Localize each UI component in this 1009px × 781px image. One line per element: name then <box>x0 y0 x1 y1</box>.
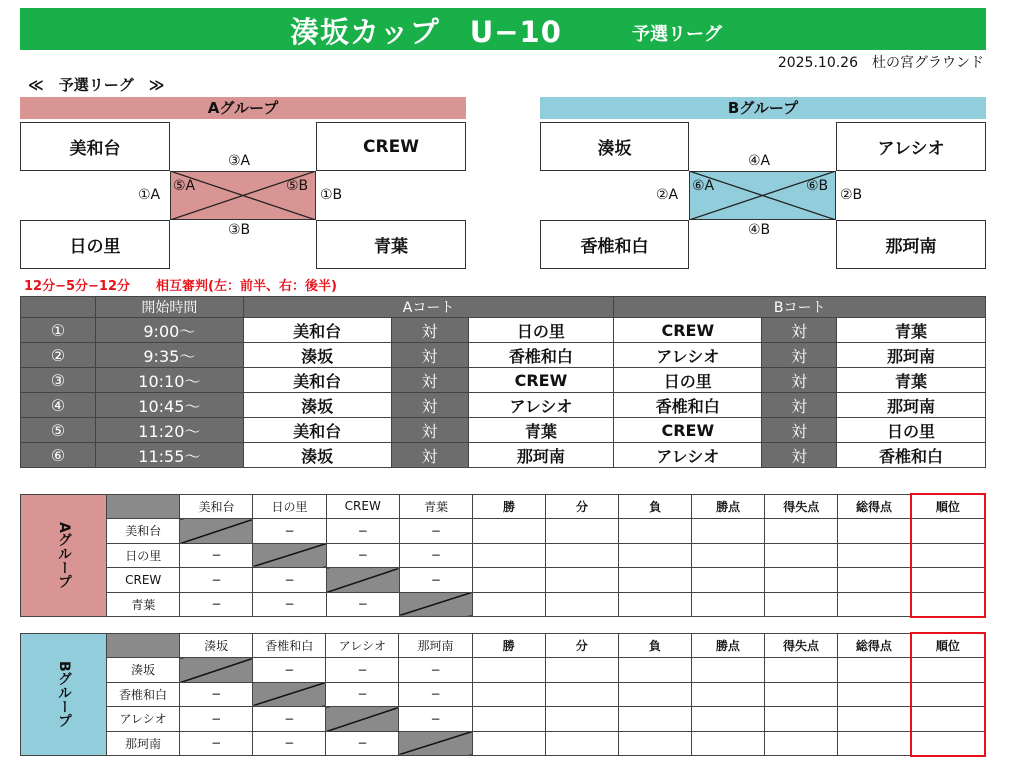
standings-row <box>21 519 986 544</box>
standings-dash-cell: − <box>253 707 326 732</box>
standings-dash-cell: − <box>399 658 472 683</box>
standings-diagonal-cell <box>180 519 253 544</box>
group-a-team-1: 美和台 <box>20 122 170 171</box>
standings-group-text: Bグループ <box>56 660 72 728</box>
standings-row-team: アレシオ <box>107 707 180 732</box>
court-a-home: 湊坂 <box>243 443 391 468</box>
court-a-away: 日の里 <box>468 318 614 343</box>
standings-stat-cell <box>619 592 692 617</box>
schedule-row <box>21 418 986 443</box>
standings-dash-cell: − <box>399 682 472 707</box>
court-a-vs: 対 <box>391 318 468 343</box>
group-a-label-inner-left: ⑤A <box>173 178 196 194</box>
court-a-home: 美和台 <box>243 318 391 343</box>
standings-col-team: 青葉 <box>399 494 472 519</box>
standings-stat-cell <box>618 682 691 707</box>
standings-group-label <box>21 633 107 756</box>
standings-row-team: 日の里 <box>107 543 180 568</box>
standings-row <box>21 707 986 732</box>
standings-table-a <box>20 493 986 618</box>
court-a-home: 湊坂 <box>243 343 391 368</box>
standings-row <box>21 568 986 593</box>
group-a-label-bottom: ③B <box>228 222 251 238</box>
group-b-title: Bグループ <box>540 97 986 119</box>
standings-stat-cell <box>838 731 911 756</box>
schedule-row <box>21 443 986 468</box>
standings-col-team: 美和台 <box>180 494 253 519</box>
group-b-label-bottom: ④B <box>748 222 771 238</box>
standings-col-points: 勝点 <box>692 494 765 519</box>
schedule-row <box>21 393 986 418</box>
standings-stat-cell <box>764 682 837 707</box>
standings-stat-cell <box>838 658 911 683</box>
start-time: 9:35〜 <box>95 343 243 368</box>
standings-stat-cell <box>838 543 911 568</box>
standings-stat-cell <box>911 658 985 683</box>
standings-stat-cell <box>911 543 985 568</box>
group-a-label-right: ①B <box>320 187 343 203</box>
standings-col-rank: 順位 <box>911 633 985 658</box>
court-b-home: CREW <box>614 418 762 443</box>
standings-stat-cell <box>838 592 911 617</box>
standings-group-text: Aグループ <box>56 521 72 589</box>
court-b-away: 青葉 <box>837 368 986 393</box>
standings-dash-cell: − <box>326 658 399 683</box>
standings-col-rank: 順位 <box>911 494 985 519</box>
standings-diagonal-cell <box>399 731 472 756</box>
standings-dash-cell: − <box>326 543 399 568</box>
standings-group-label <box>21 494 107 617</box>
standings-stat-cell <box>691 682 764 707</box>
court-a-home: 湊坂 <box>243 393 391 418</box>
group-b-label-right: ②B <box>840 187 863 203</box>
standings-dash-cell: − <box>326 731 399 756</box>
standings-diagonal-cell <box>253 682 326 707</box>
standings-col-team: 日の里 <box>253 494 326 519</box>
group-b-label-top: ④A <box>748 153 771 169</box>
title-banner <box>20 8 986 50</box>
standings-dash-cell: − <box>399 543 472 568</box>
standings-col-win: 勝 <box>472 494 545 519</box>
match-number: ② <box>21 343 96 368</box>
standings-col-team: 香椎和白 <box>253 633 326 658</box>
standings-stat-cell <box>472 682 545 707</box>
standings-stat-cell <box>546 592 619 617</box>
group-b-team-3: 香椎和白 <box>540 220 689 269</box>
standings-diagonal-cell <box>180 658 253 683</box>
court-b-vs: 対 <box>762 343 837 368</box>
standings-dash-cell: − <box>253 592 326 617</box>
schedule-row <box>21 368 986 393</box>
no-header <box>21 297 96 318</box>
standings-stat-cell <box>472 592 545 617</box>
standings-stat-cell <box>692 519 765 544</box>
standings-col-draw: 分 <box>545 633 618 658</box>
standings-stat-cell <box>545 707 618 732</box>
standings-diagonal-cell <box>253 543 326 568</box>
standings-corner <box>107 633 180 658</box>
court-b-home: 日の里 <box>614 368 762 393</box>
standings-stat-cell <box>545 682 618 707</box>
standings-stat-cell <box>911 707 985 732</box>
time-header: 開始時間 <box>95 297 243 318</box>
standings-row-team: 湊坂 <box>107 658 180 683</box>
standings-stat-cell <box>692 568 765 593</box>
group-b-label-inner-right: ⑥B <box>806 178 829 194</box>
court-b-away: 日の里 <box>837 418 986 443</box>
court-a-header: Aコート <box>243 297 614 318</box>
start-time: 9:00〜 <box>95 318 243 343</box>
group-a-title: Aグループ <box>20 97 466 119</box>
standings-diagonal-cell <box>326 707 399 732</box>
standings-row <box>21 543 986 568</box>
standings-stat-cell <box>764 731 837 756</box>
standings-stat-cell <box>618 731 691 756</box>
standings-col-loss: 負 <box>619 494 692 519</box>
standings-dash-cell: − <box>253 731 326 756</box>
court-a-vs: 対 <box>391 393 468 418</box>
standings-dash-cell: − <box>180 707 253 732</box>
standings-stat-cell <box>545 731 618 756</box>
match-number: ① <box>21 318 96 343</box>
court-a-away: 香椎和白 <box>468 343 614 368</box>
standings-col-team: CREW <box>326 494 399 519</box>
standings-stat-cell <box>472 519 545 544</box>
standings-dash-cell: − <box>399 519 472 544</box>
rule-note: 12分−5分−12分 相互審判(左：前半、右：後半) <box>24 279 337 294</box>
standings-col-goals: 総得点 <box>838 494 911 519</box>
match-number: ⑤ <box>21 418 96 443</box>
standings-header-row <box>21 633 986 658</box>
schedule-table <box>20 296 986 468</box>
standings-row <box>21 658 986 683</box>
standings-row-team: 青葉 <box>107 592 180 617</box>
schedule-header-row <box>21 297 986 318</box>
standings-stat-cell <box>692 592 765 617</box>
standings-dash-cell: − <box>326 519 399 544</box>
standings-stat-cell <box>911 568 985 593</box>
standings-row-team: CREW <box>107 568 180 593</box>
standings-dash-cell: − <box>399 568 472 593</box>
court-b-home: 香椎和白 <box>614 393 762 418</box>
standings-row-team: 那珂南 <box>107 731 180 756</box>
standings-stat-cell <box>472 731 545 756</box>
standings-stat-cell <box>691 658 764 683</box>
start-time: 10:10〜 <box>95 368 243 393</box>
group-b-label-inner-left: ⑥A <box>692 178 715 194</box>
standings-dash-cell: − <box>326 682 399 707</box>
standings-stat-cell <box>472 543 545 568</box>
standings-row <box>21 731 986 756</box>
court-a-home: 美和台 <box>243 368 391 393</box>
standings-stat-cell <box>619 543 692 568</box>
standings-dash-cell: − <box>253 658 326 683</box>
court-a-away: 那珂南 <box>468 443 614 468</box>
group-a-label-top: ③A <box>228 153 251 169</box>
standings-col-win: 勝 <box>472 633 545 658</box>
standings-stat-cell <box>692 543 765 568</box>
standings-stat-cell <box>691 707 764 732</box>
standings-corner <box>107 494 180 519</box>
standings-stat-cell <box>691 731 764 756</box>
group-a-label-left: ①A <box>138 187 161 203</box>
standings-stat-cell <box>838 519 911 544</box>
standings-stat-cell <box>911 592 985 617</box>
court-b-home: CREW <box>614 318 762 343</box>
match-number: ④ <box>21 393 96 418</box>
standings-stat-cell <box>838 568 911 593</box>
group-b-team-2: アレシオ <box>836 122 986 171</box>
group-a-team-2: CREW <box>316 122 466 171</box>
court-b-home: アレシオ <box>614 443 762 468</box>
court-a-vs: 対 <box>391 343 468 368</box>
court-a-away: 青葉 <box>468 418 614 443</box>
tournament-title: 湊坂カップ U−10 <box>290 15 562 49</box>
standings-dash-cell: − <box>326 592 399 617</box>
standings-stat-cell <box>546 543 619 568</box>
standings-col-loss: 負 <box>618 633 691 658</box>
start-time: 11:55〜 <box>95 443 243 468</box>
court-a-vs: 対 <box>391 443 468 468</box>
standings-stat-cell <box>911 731 985 756</box>
standings-diagonal-cell <box>399 592 472 617</box>
court-b-vs: 対 <box>762 418 837 443</box>
standings-col-goals: 総得点 <box>838 633 911 658</box>
standings-row-team: 美和台 <box>107 519 180 544</box>
standings-row <box>21 682 986 707</box>
standings-dash-cell: − <box>253 568 326 593</box>
standings-stat-cell <box>618 658 691 683</box>
standings-stat-cell <box>911 682 985 707</box>
standings-dash-cell: − <box>180 731 253 756</box>
match-number: ③ <box>21 368 96 393</box>
standings-stat-cell <box>546 568 619 593</box>
standings-dash-cell: − <box>180 682 253 707</box>
standings-header-row <box>21 494 986 519</box>
standings-col-team: アレシオ <box>326 633 399 658</box>
standings-col-team: 那珂南 <box>399 633 472 658</box>
standings-stat-cell <box>764 707 837 732</box>
court-b-vs: 対 <box>762 318 837 343</box>
standings-stat-cell <box>545 658 618 683</box>
court-a-away: CREW <box>468 368 614 393</box>
match-number: ⑥ <box>21 443 96 468</box>
standings-stat-cell <box>911 519 985 544</box>
standings-col-goal-diff: 得失点 <box>764 633 837 658</box>
court-b-vs: 対 <box>762 393 837 418</box>
standings-stat-cell <box>619 568 692 593</box>
standings-stat-cell <box>472 707 545 732</box>
standings-col-draw: 分 <box>546 494 619 519</box>
date-venue: 2025.10.26 杜の宮グラウンド <box>777 55 984 71</box>
group-b-label-left: ②A <box>656 187 679 203</box>
court-b-away: 香椎和白 <box>837 443 986 468</box>
standings-col-points: 勝点 <box>691 633 764 658</box>
court-a-away: アレシオ <box>468 393 614 418</box>
standings-dash-cell: − <box>399 707 472 732</box>
court-b-vs: 対 <box>762 368 837 393</box>
court-b-away: 青葉 <box>837 318 986 343</box>
standings-table-b <box>20 632 986 757</box>
group-b-team-4: 那珂南 <box>836 220 986 269</box>
court-a-vs: 対 <box>391 368 468 393</box>
standings-stat-cell <box>765 592 838 617</box>
group-a-team-3: 日の里 <box>20 220 170 269</box>
court-b-away: 那珂南 <box>837 343 986 368</box>
standings-stat-cell <box>838 707 911 732</box>
standings-stat-cell <box>765 543 838 568</box>
group-b-team-1: 湊坂 <box>540 122 689 171</box>
tournament-subtitle: 予選リーグ <box>632 24 722 45</box>
group-a-label-inner-right: ⑤B <box>286 178 309 194</box>
standings-col-goal-diff: 得失点 <box>765 494 838 519</box>
schedule-row <box>21 318 986 343</box>
standings-stat-cell <box>546 519 619 544</box>
standings-row-team: 香椎和白 <box>107 682 180 707</box>
standings-dash-cell: − <box>180 592 253 617</box>
standings-stat-cell <box>472 658 545 683</box>
standings-stat-cell <box>765 568 838 593</box>
standings-dash-cell: − <box>253 519 326 544</box>
standings-stat-cell <box>618 707 691 732</box>
court-b-away: 那珂南 <box>837 393 986 418</box>
standings-diagonal-cell <box>326 568 399 593</box>
court-a-home: 美和台 <box>243 418 391 443</box>
standings-col-team: 湊坂 <box>180 633 253 658</box>
schedule-row <box>21 343 986 368</box>
start-time: 11:20〜 <box>95 418 243 443</box>
standings-row <box>21 592 986 617</box>
start-time: 10:45〜 <box>95 393 243 418</box>
standings-dash-cell: − <box>180 543 253 568</box>
court-b-header: Bコート <box>614 297 986 318</box>
section-title: ≪ 予選リーグ ≫ <box>28 76 165 94</box>
standings-dash-cell: − <box>180 568 253 593</box>
standings-stat-cell <box>619 519 692 544</box>
standings-stat-cell <box>838 682 911 707</box>
group-a-team-4: 青葉 <box>316 220 466 269</box>
standings-stat-cell <box>765 519 838 544</box>
court-b-vs: 対 <box>762 443 837 468</box>
standings-stat-cell <box>472 568 545 593</box>
court-b-home: アレシオ <box>614 343 762 368</box>
court-a-vs: 対 <box>391 418 468 443</box>
standings-stat-cell <box>764 658 837 683</box>
